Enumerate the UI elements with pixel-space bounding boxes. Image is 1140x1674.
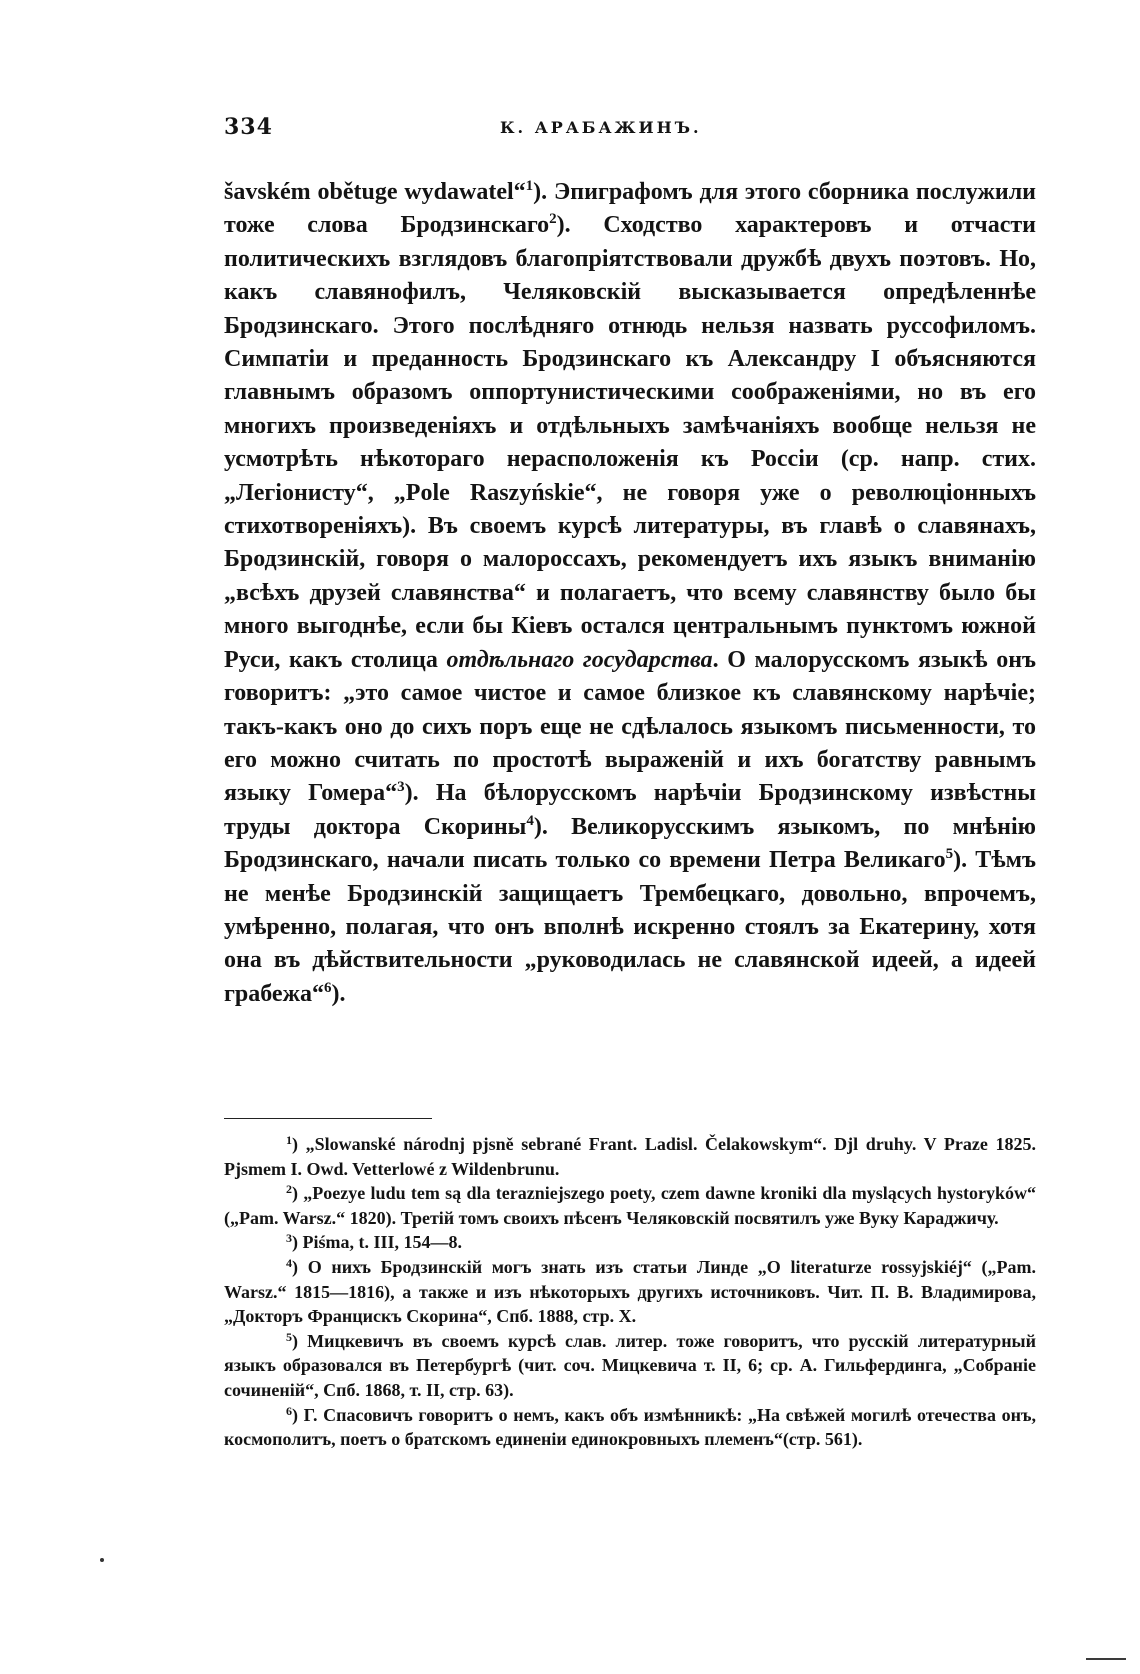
footnote-ref: 5	[945, 846, 954, 863]
text-segment: šavském obětuge wydawatel“	[224, 179, 526, 205]
italic-phrase: отдѣльнаго государства	[446, 646, 713, 673]
footnote-text: ) Piśma, t. III, 154—8.	[292, 1232, 462, 1253]
footnote	[224, 1255, 1036, 1329]
main-paragraph	[224, 176, 1036, 1011]
footnote	[224, 1132, 1036, 1181]
footnote-text: ) Мицкевичъ въ своемъ курсѣ слав. литер. тоже говоритъ, что русскій литературный языкъ образовался въ Петербургѣ (чит. соч. Мицкевича т. II, 6; ср. А. Гильфердинга, „Собраніе сочиненій“, Спб. 1868, т. II, стр. 63).	[224, 1330, 1036, 1400]
footnote-number: 5	[286, 1329, 292, 1344]
running-title: К. АРАБАЖИНЪ.	[500, 118, 702, 137]
footnote	[224, 1403, 1036, 1452]
footnote-number: 3	[286, 1231, 292, 1246]
footnote-number: 6	[286, 1403, 292, 1418]
footnote-ref: 1	[525, 178, 534, 194]
footnote-ref: 6	[323, 979, 332, 996]
page-number: 334	[224, 114, 273, 140]
text-segment: ). Сходство характеровъ и отчасти политическихъ взглядовъ благопріятствовали дружбѣ двухъ поэтовъ. Но, какъ славянофилъ, Челяковскій высказывается опредѣленнѣе Бродзинскаго. Этого послѣдняго отнюдь нельзя назвать руссофиломъ. Симпатіи и преданность Бродзинскаго къ Александру I объясняются главнымъ образомъ оппортунистическими соображеніями, но въ его многихъ произведеніяхъ и отдѣльныхъ замѣчаніяхъ вообще нельзя не усмотрѣть нѣкотораго нерасположенія къ Россіи (ср. напр. стих. „Легіонисту“, „Pole Raszyńskie“, не говоря уже о революціонныхъ стихотвореніяхъ). Въ своемъ курсѣ литературы, въ главѣ о славянахъ, Бродзинскій, говоря о малороссахъ, рекомендуетъ ихъ языкъ вниманію „всѣхъ друзей славянства“ и полагаетъ, что всему славянству было бы много выгоднѣе, если бы Кіевъ остался центральнымъ пунктомъ южной Руси, какъ столица	[224, 212, 1036, 673]
footnote-divider	[224, 1118, 432, 1119]
footnote-number: 2	[286, 1182, 292, 1197]
footnote-ref: 2	[549, 211, 557, 228]
footnote-number: 1	[286, 1133, 292, 1147]
scan-speck	[100, 1558, 104, 1562]
footnote	[224, 1230, 1036, 1255]
text-segment: ). Эпиграфомъ для этого сборника послужили тоже слова Бродзинскаго	[224, 179, 1036, 239]
text-segment: ). Тѣмъ не менѣе Бродзинскій защищаетъ Трембецкаго, довольно, впрочемъ, умѣренно, полагая, что онъ вполнѣ искренно стоялъ за Екатерину, хотя она въ дѣйствительности „руководилась не славянской идеей, а идеей грабежа“	[224, 847, 1036, 1007]
footnote-number: 4	[286, 1255, 292, 1270]
text-segment: ). Великорусскимъ языкомъ, по мнѣнію Бродзинскаго, начали писать только со времени Петра Великаго	[224, 813, 1036, 874]
scan-mark	[1086, 1658, 1126, 1660]
footnote-text: ) Г. Спасовичъ говоритъ о немъ, какъ объ измѣнникѣ: „На свѣжей могилѣ отечества онъ, космополитъ, поетъ о братскомъ единеніи единокровныхъ племенъ“(стр. 561).	[224, 1404, 1036, 1450]
footnotes	[224, 1132, 1036, 1452]
text-segment: ).	[331, 980, 346, 1007]
running-head	[224, 114, 1036, 154]
footnote-ref: 3	[397, 779, 405, 796]
footnote-ref: 4	[526, 812, 534, 829]
text-segment: . О малорусскомъ языкѣ онъ говоритъ: „это самое чистое и самое близкое къ славянскому нарѣчіе; такъ-какъ оно до сихъ поръ еще не сдѣлалось языкомъ письменности, то его можно считать по простотѣ выраженій и ихъ богатству равнымъ языку Гомера“	[224, 646, 1037, 807]
footnote-text: ) „Slowanské národnj pjsně sebrané Frant. Ladisl. Čelakowskym“. Djl druhy. V Praze 1825. Pjsmem I. Owd. Vetterlowé z Wildenbrunu.	[224, 1134, 1036, 1179]
footnote	[224, 1181, 1036, 1230]
footnote	[224, 1329, 1036, 1403]
text-segment: ). На бѣлорусскомъ нарѣчіи Бродзинскому извѣстны труды доктора Скорины	[224, 780, 1036, 840]
footnote-text: ) О нихъ Бродзинскій могъ знать изъ статьи Линде „O literaturze rossyjskiéj“ („Pam. Warsz.“ 1815—1816), а также и изъ нѣкоторыхъ другихъ источниковъ. Чит. П. В. Владимирова, „Докторъ Францискъ Скорина“, Спб. 1888, стр. X.	[224, 1256, 1036, 1327]
footnote-text: ) „Poezye ludu tem są dla terazniejszego poety, czem dawne kroniki dla myslących hystoryków“ („Pam. Warsz.“ 1820). Третій томъ своихъ пѣсенъ Челяковскій посвятилъ уже Вуку Караджичу.	[224, 1183, 1036, 1228]
